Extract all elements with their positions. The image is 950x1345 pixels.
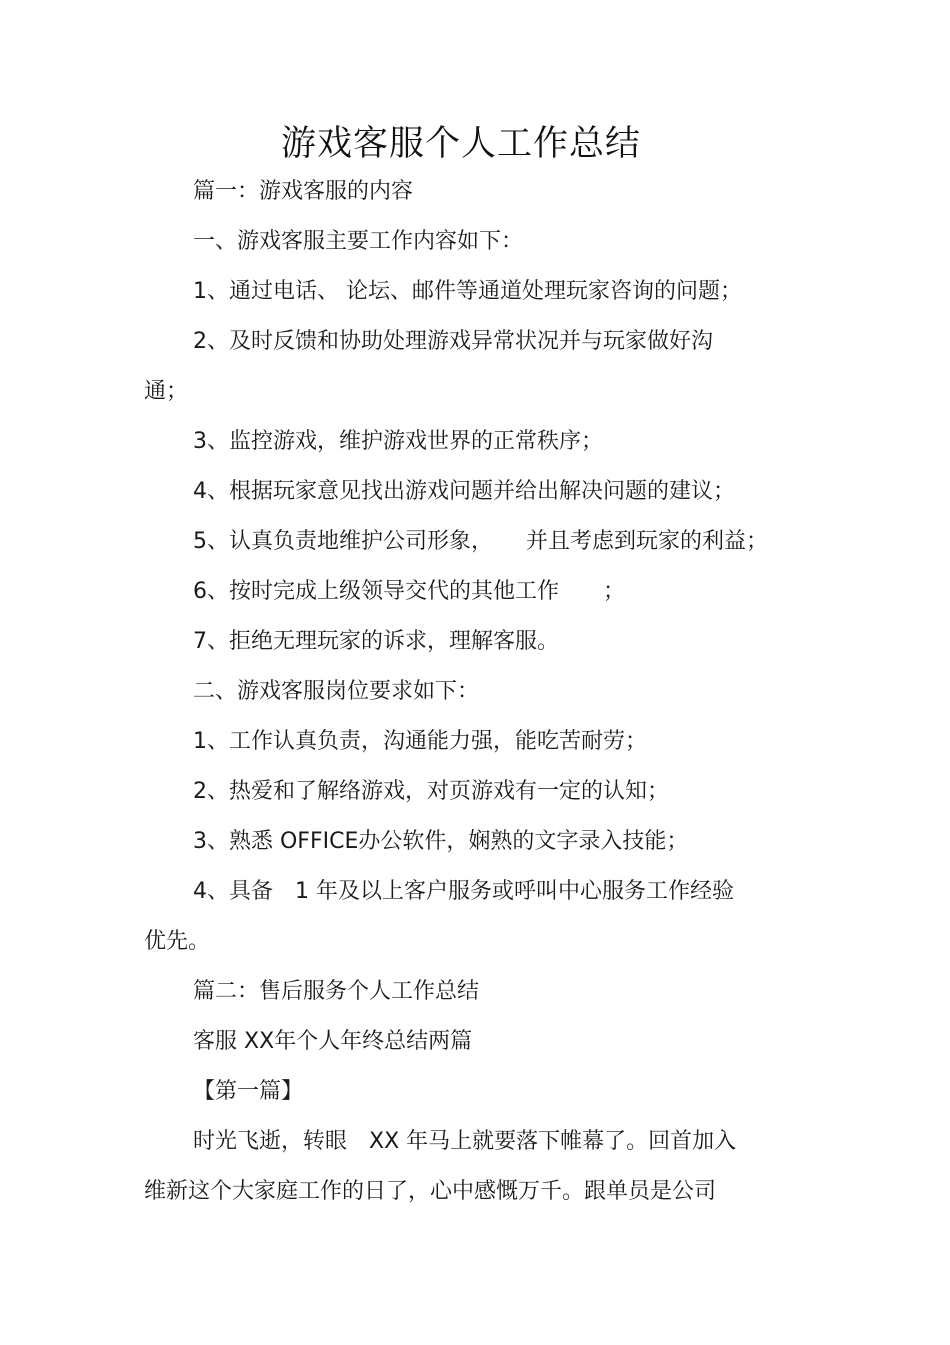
requirement-item-1: 1、工作认真负责，沟通能力强，能吃苦耐劳； (193, 729, 647, 754)
duty-item-2-continued: 通； (144, 379, 189, 404)
requirement-item-4-continued: 优先。 (144, 929, 211, 954)
duty-item-3: 3、监控游戏，维护游戏世界的正常秩序； (193, 429, 603, 454)
subtitle-annual-summary: 客服 XX年个人年终总结两篇 (193, 1029, 473, 1054)
subsection-heading-requirements: 二、游戏客服岗位要求如下： (193, 679, 480, 704)
duty-item-7: 7、拒绝无理玩家的诉求，理解客服。 (193, 629, 559, 654)
paragraph-line-1: 时光飞逝，转眼 XX 年马上就要落下帷幕了。回首加入 (193, 1129, 737, 1154)
duty-item-4: 4、根据玩家意见找出游戏问题并给出解决问题的建议； (193, 479, 735, 504)
section-heading-part-two: 篇二：售后服务个人工作总结 (193, 979, 480, 1004)
duty-item-6: 6、按时完成上级领导交代的其他工作 ； (193, 579, 625, 604)
subsection-heading-duties: 一、游戏客服主要工作内容如下： (193, 229, 524, 254)
subheading-first-part: 【第一篇】 (193, 1079, 304, 1104)
duty-item-1: 1、通过电话、 论坛、邮件等通道处理玩家咨询的问题； (193, 279, 742, 304)
document-title: 游戏客服个人工作总结 (280, 124, 641, 164)
requirement-item-3: 3、熟悉 OFFICE办公软件，娴熟的文字录入技能； (193, 829, 689, 854)
duty-item-5: 5、认真负责地维护公司形象， 并且考虑到玩家的利益； (193, 529, 768, 554)
requirement-item-2: 2、热爱和了解络游戏，对页游戏有一定的认知； (193, 779, 669, 804)
requirement-item-4: 4、具备 1 年及以上客户服务或呼叫中心服务工作经验 (193, 879, 734, 904)
paragraph-line-2: 维新这个大家庭工作的日了，心中感慨万千。跟单员是公司 (144, 1179, 717, 1204)
duty-item-2: 2、及时反馈和协助处理游戏异常状况并与玩家做好沟 (193, 329, 713, 354)
section-heading-part-one: 篇一：游戏客服的内容 (193, 179, 414, 204)
